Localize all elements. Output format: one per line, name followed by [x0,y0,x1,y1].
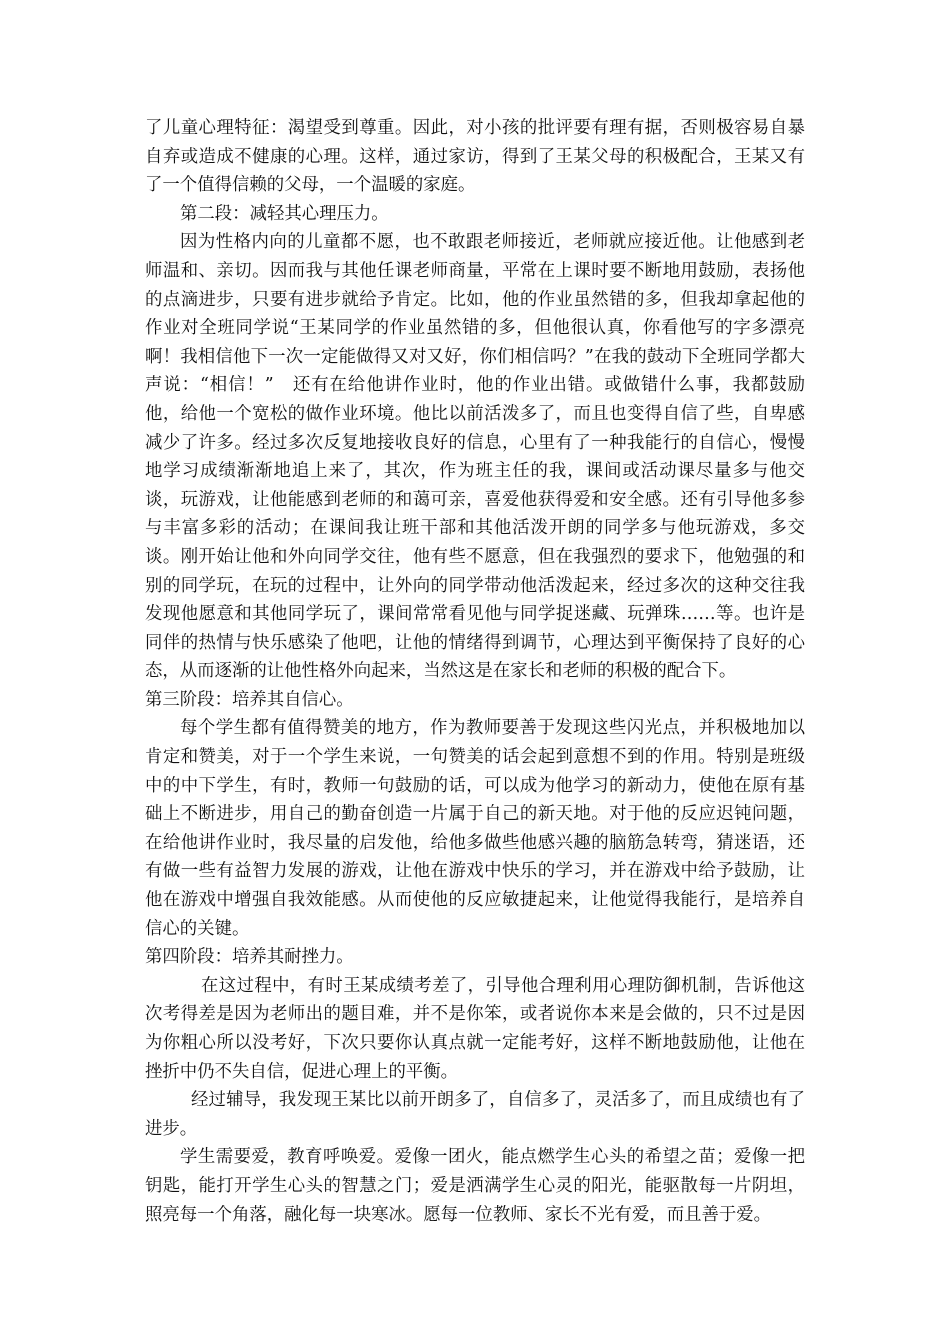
paragraph-result: 经过辅导，我发现王某比以前开朗多了，自信多了，灵活多了，而且成绩也有了进步。 [145,1090,805,1139]
paragraph-stage-four: 在这过程中，有时王某成绩考差了，引导他合理利用心理防御机制，告诉他这次考得差是因为老师出的题目难，并不是你笨，或者说你本来是会做的，只不过是因为你粗心所以没考好，下次只要你认真点就一定能考好，这样不断地鼓励他，让他在挫折中仍不失自信，促进心理上的平衡。 [145,975,805,1082]
section-heading-stage-two: 第二段：减轻其心理压力。 [180,203,389,224]
section-heading-stage-three: 第三阶段：培养其自信心。 [145,689,354,710]
paragraph-continuation: 了儿童心理特征：渴望受到尊重。因此，对小孩的批评要有理有据，否则极容易自暴自弃或造成不健康的心理。这样，通过家访，得到了王某父母的积极配合，王某又有了一个值得信赖的父母，一个温暖的家庭。 [145,118,805,196]
paragraph-stage-three: 每个学生都有值得赞美的地方，作为教师要善于发现这些闪光点，并积极地加以肯定和赞美，对于一个学生来说，一句赞美的话会起到意想不到的作用。特别是班级中的中下学生，有时，教师一句鼓励的话，可以成为他学习的新动力，使他在原有基础上不断进步，用自己的勤奋创造一片属于自己的新天地。对于他的反应迟钝问题，在给他讲作业时，我尽量的启发他，给他多做些他感兴趣的脑筋急转弯，猜迷语，还有做一些有益智力发展的游戏，让他在游戏中快乐的学习，并在游戏中给予鼓励，让他在游戏中增强自我效能感。从而使他的反应敏捷起来，让他觉得我能行，是培养自信心的关键。 [145,718,805,939]
paragraph-conclusion: 学生需要爱，教育呼唤爱。爱像一团火，能点燃学生心头的希望之苗；爱像一把钥匙，能打开学生心头的智慧之门；爱是洒满学生心灵的阳光，能驱散每一片阴坦，照亮每一个角落，融化每一块寒冰。愿每一位教师、家长不光有爱，而且善于爱。 [145,1147,805,1225]
paragraph-stage-two: 因为性格内向的儿童都不愿，也不敢跟老师接近，老师就应接近他。让他感到老师温和、亲切。因而我与其他任课老师商量，平常在上课时要不断地用鼓励，表扬他的点滴进步，只要有进步就给予肯定。比如，他的作业虽然错的多，但我却拿起他的作业对全班同学说“王某同学的作业虽然错的多，但他很认真，你看他写的字多漂亮啊！我相信他下一次一定能做得又对又好，你们相信吗？”在我的鼓动下全班同学都大声说：“相信！” 还有在给他讲作业时，他的作业出错。或做错什么事，我都鼓励他，给他一个宽松的做作业环境。他比以前活泼多了，而且也变得自信了些，自卑感减少了许多。经过多次反复地接收良好的信息，心里有了一种我能行的自信心，慢慢地学习成绩渐渐地追上来了，其次，作为班主任的我，课间或活动课尽量多与他交谈，玩游戏，让他能感到老师的和蔼可亲，喜爱他获得爱和安全感。还有引导他多参与丰富多彩的活动；在课间我让班干部和其他活泼开朗的同学多与他玩游戏，多交谈。刚开始让他和外向同学交往，他有些不愿意，但在我强烈的要求下，他勉强的和别的同学玩，在玩的过程中，让外向的同学带动他活泼起来，经过多次的这种交往我发现他愿意和其他同学玩了，课间常常看见他与同学捉迷藏、玩弹珠……等。也许是同伴的热情与快乐感染了他吧，让他的情绪得到调节，心理达到平衡保持了良好的心态，从而逐渐的让他性格外向起来，当然这是在家长和老师的积极的配合下。 [145,232,805,682]
document-body [145,114,805,1229]
section-heading-stage-four: 第四阶段：培养其耐挫力。 [145,947,354,968]
